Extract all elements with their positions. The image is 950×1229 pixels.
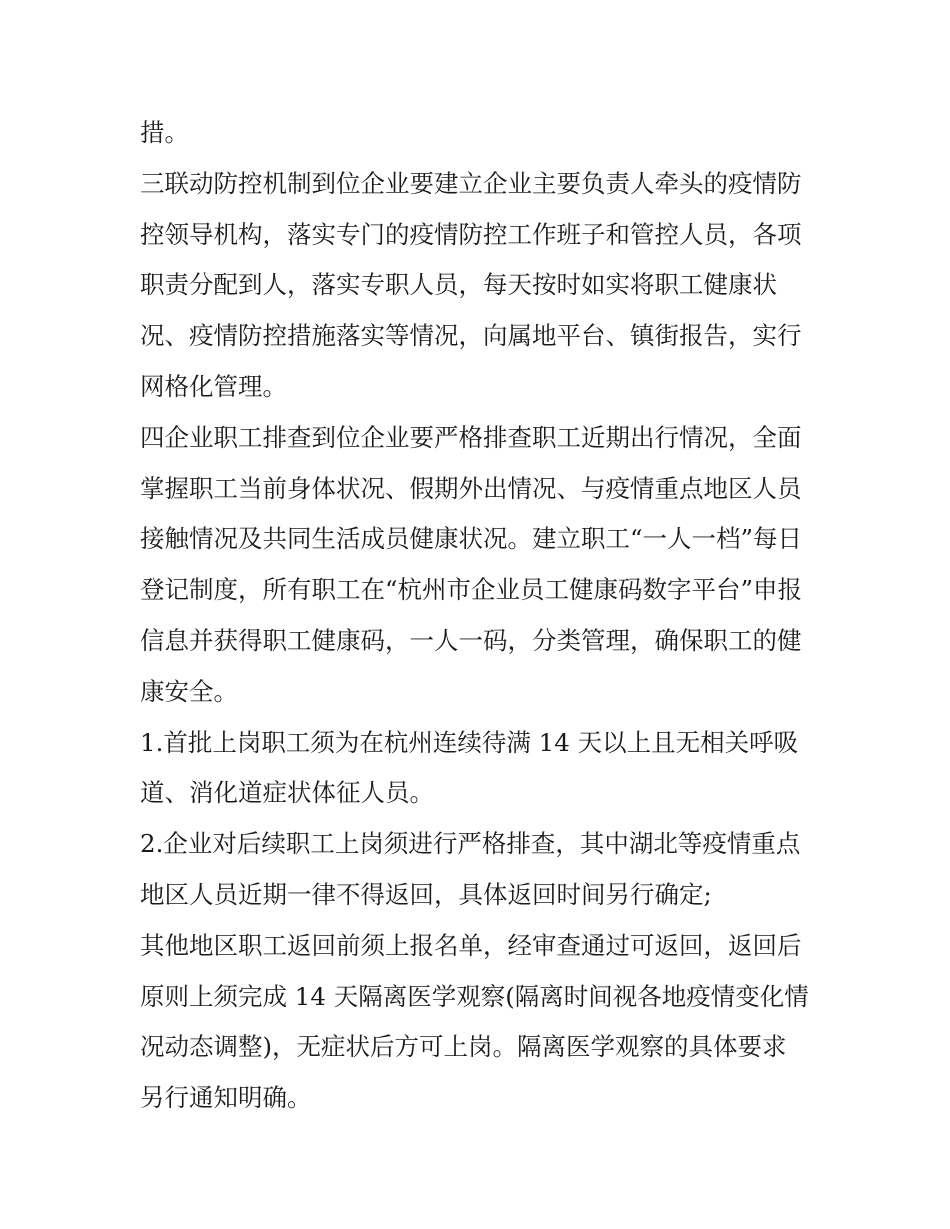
text-line: 其他地区职工返回前须上报名单，经审查通过可返回，返回后 — [140, 930, 802, 960]
text-line: 控领导机构，落实专门的疫情防控工作班子和管控人员，各项 — [140, 219, 802, 249]
text-line: 三联动防控机制到位企业要建立企业主要负责人牵头的疫情防 — [140, 168, 802, 198]
text-line: 地区人员近期一律不得返回，具体返回时间另行确定; — [140, 879, 712, 909]
text-line: 况、疫情防控措施落实等情况，向属地平台、镇街报告，实行 — [140, 321, 802, 351]
text-line: 原则上须完成 14 天隔离医学观察(隔离时间视各地疫情变化情 — [140, 981, 809, 1011]
text-line: 登记制度，所有职工在“杭州市企业员工健康码数字平台”申报 — [140, 575, 803, 605]
text-line: 四企业职工排查到位企业要严格排查职工近期出行情况，全面 — [140, 422, 802, 452]
text-line: 信息并获得职工健康码，一人一码，分类管理，确保职工的健 — [140, 625, 802, 655]
text-line: 掌握职工当前身体状况、假期外出情况、与疫情重点地区人员 — [140, 473, 802, 503]
text-line: 接触情况及共同生活成员健康状况。建立职工“一人一档”每日 — [140, 524, 803, 554]
text-line: 2.企业对后续职工上岗须进行严格排查，其中湖北等疫情重点 — [140, 829, 801, 859]
text-line: 职责分配到人，落实专职人员，每天按时如实将职工健康状 — [140, 270, 777, 300]
text-line: 况动态调整)，无症状后方可上岗。隔离医学观察的具体要求 — [140, 1032, 787, 1062]
text-line: 另行通知明确。 — [140, 1083, 312, 1113]
text-line: 网格化管理。 — [140, 371, 287, 401]
text-line: 康安全。 — [140, 676, 238, 706]
text-line: 措。 — [140, 118, 189, 147]
document-body — [140, 108, 820, 1124]
text-line: 1.首批上岗职工须为在杭州连续待满 14 天以上且无相关呼吸 — [140, 727, 799, 757]
text-line: 道、消化道症状体征人员。 — [140, 778, 434, 808]
